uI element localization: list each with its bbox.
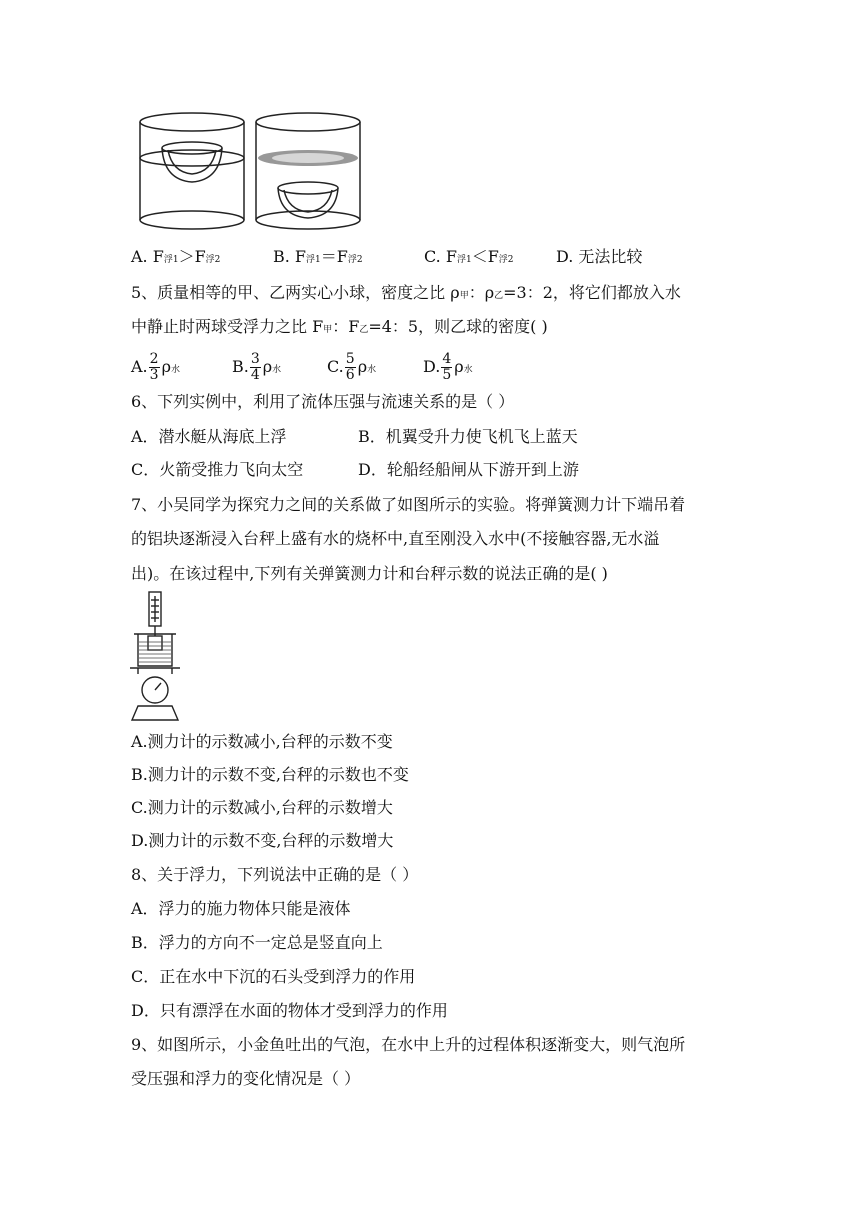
q5-option-a: A. $\frac{2}{3}$ ρ水 bbox=[131, 351, 180, 383]
q6-options-row-1 bbox=[131, 426, 578, 448]
q7-option-d: D.测力计的示数不变,台秤的示数增大 bbox=[131, 831, 394, 850]
spring-scale-figure bbox=[128, 590, 184, 724]
q7-line-1: 7、小吴同学为探究力之间的关系做了如图所示的实验。将弹簧测力计下端吊着 bbox=[131, 495, 686, 514]
q6-option-a: A．潜水艇从海底上浮 bbox=[131, 427, 287, 446]
q7-option-a: A.测力计的示数减小,台秤的示数不变 bbox=[131, 732, 393, 751]
q6-stem: 6、下列实例中，利用了流体压强与流速关系的是（ ） bbox=[131, 392, 515, 411]
q8-option-c: C．正在水中下沉的石头受到浮力的作用 bbox=[131, 967, 416, 986]
q7-option-b: B.测力计的示数不变,台秤的示数也不变 bbox=[131, 765, 409, 784]
q8-option-d: D．只有漂浮在水面的物体才受到浮力的作用 bbox=[131, 1001, 448, 1020]
q4-option-b: B. F浮1＝F浮2 bbox=[273, 247, 363, 266]
q6-option-c: C．火箭受推力飞向太空 bbox=[131, 460, 304, 479]
q7-option-c: C.测力计的示数减小,台秤的示数增大 bbox=[131, 798, 393, 817]
q7-line-2: 的铝块逐渐浸入台秤上盛有水的烧杯中,直至刚没入水中(不接触容器,无水溢 bbox=[131, 529, 660, 548]
q4-options bbox=[131, 246, 642, 271]
q4-option-c: C. F浮1＜F浮2 bbox=[424, 247, 514, 266]
q6-options-row-2 bbox=[131, 459, 579, 481]
q5-options bbox=[131, 350, 473, 387]
q8-option-a: A．浮力的施力物体只能是液体 bbox=[131, 899, 351, 918]
q4-option-d: D. 无法比较 bbox=[556, 247, 643, 266]
q8-option-b: B．浮力的方向不一定总是竖直向上 bbox=[131, 933, 383, 952]
q9-line-2: 受压强和浮力的变化情况是（ ） bbox=[131, 1069, 361, 1088]
q5-line-1: 5、质量相等的甲、乙两实心小球，密度之比 ρ甲：ρ乙=3：2，将它们都放入水 bbox=[131, 283, 681, 302]
q5-option-b: B. $\frac{3}{4}$ ρ水 bbox=[232, 351, 282, 383]
q7-line-3: 出)。在该过程中,下列有关弹簧测力计和台秤示数的说法正确的是( ) bbox=[131, 564, 608, 583]
q8-stem: 8、关于浮力，下列说法中正确的是（ ） bbox=[131, 865, 419, 884]
q5-option-c: C. $\frac{5}{6}$ ρ水 bbox=[327, 351, 377, 383]
q5-line-2: 中静止时两球受浮力之比 F甲：F乙=4：5，则乙球的密度( ) bbox=[131, 317, 548, 336]
q6-option-b: B．机翼受升力使飞机飞上蓝天 bbox=[358, 427, 578, 446]
q9-line-1: 9、如图所示，小金鱼吐出的气泡，在水中上升的过程体积逐渐变大，则气泡所 bbox=[131, 1035, 686, 1054]
q6-option-d: D．轮船经船闸从下游开到上游 bbox=[358, 460, 579, 479]
beakers-figure bbox=[134, 108, 366, 234]
q4-option-a: A. F浮1＞F浮2 bbox=[131, 247, 221, 266]
q5-option-d: D. $\frac{4}{5}$ ρ水 bbox=[423, 351, 473, 383]
